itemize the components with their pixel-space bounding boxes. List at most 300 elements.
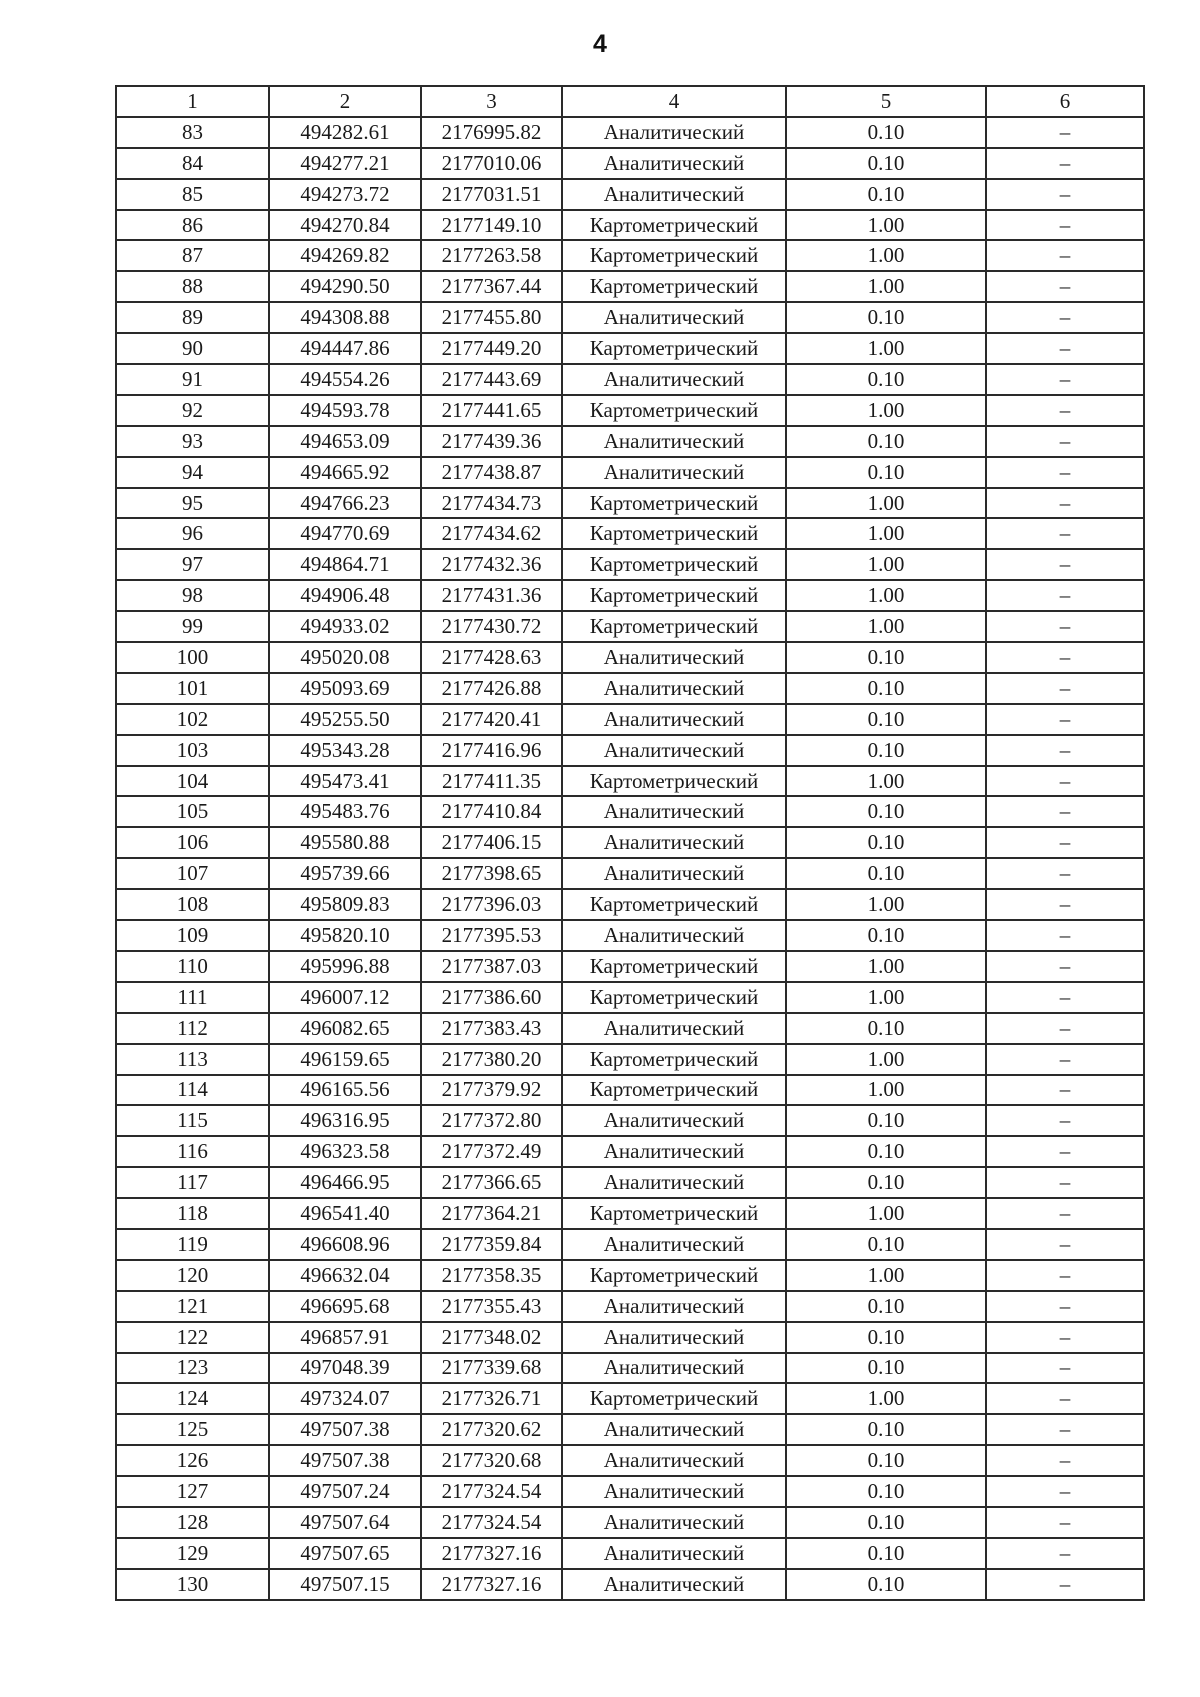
point-number-cell: 86 [116,210,269,241]
note-cell: – [986,1414,1144,1445]
point-number-cell: 88 [116,271,269,302]
accuracy-cell: 0.10 [786,1569,986,1600]
note-cell: – [986,1075,1144,1106]
accuracy-cell: 1.00 [786,488,986,519]
y-coordinate-cell: 2177432.36 [421,549,562,580]
point-number-cell: 99 [116,611,269,642]
note-cell: – [986,827,1144,858]
x-coordinate-cell: 496632.04 [269,1260,421,1291]
x-coordinate-cell: 496857.91 [269,1322,421,1353]
note-cell: – [986,704,1144,735]
table-row [116,858,1144,889]
note-cell: – [986,240,1144,271]
point-number-cell: 103 [116,735,269,766]
table-row [116,210,1144,241]
method-cell: Аналитический [562,735,786,766]
point-number-cell: 87 [116,240,269,271]
y-coordinate-cell: 2177443.69 [421,364,562,395]
y-coordinate-cell: 2177455.80 [421,302,562,333]
x-coordinate-cell: 497507.38 [269,1414,421,1445]
note-cell: – [986,1507,1144,1538]
point-number-cell: 125 [116,1414,269,1445]
table-row [116,642,1144,673]
note-cell: – [986,148,1144,179]
point-number-cell: 112 [116,1013,269,1044]
coordinates-table [115,85,1145,1601]
point-number-cell: 128 [116,1507,269,1538]
note-cell: – [986,1260,1144,1291]
point-number-cell: 96 [116,518,269,549]
accuracy-cell: 0.10 [786,1353,986,1384]
point-number-cell: 119 [116,1229,269,1260]
point-number-cell: 127 [116,1476,269,1507]
x-coordinate-cell: 494308.88 [269,302,421,333]
method-cell: Аналитический [562,1414,786,1445]
point-number-cell: 130 [116,1569,269,1600]
x-coordinate-cell: 496007.12 [269,982,421,1013]
table-row [116,1445,1144,1476]
accuracy-cell: 0.10 [786,1322,986,1353]
note-cell: – [986,889,1144,920]
table-row [116,457,1144,488]
accuracy-cell: 0.10 [786,302,986,333]
accuracy-cell: 0.10 [786,148,986,179]
point-number-cell: 126 [116,1445,269,1476]
method-cell: Картометрический [562,1198,786,1229]
method-cell: Аналитический [562,673,786,704]
y-coordinate-cell: 2177367.44 [421,271,562,302]
note-cell: – [986,271,1144,302]
method-cell: Аналитический [562,920,786,951]
x-coordinate-cell: 494554.26 [269,364,421,395]
note-cell: – [986,1569,1144,1600]
table-body [116,117,1144,1600]
table-row [116,488,1144,519]
table-row [116,982,1144,1013]
accuracy-cell: 0.10 [786,858,986,889]
note-cell: – [986,673,1144,704]
point-number-cell: 107 [116,858,269,889]
point-number-cell: 121 [116,1291,269,1322]
method-cell: Аналитический [562,302,786,333]
method-cell: Аналитический [562,1538,786,1569]
y-coordinate-cell: 2177386.60 [421,982,562,1013]
table-row [116,364,1144,395]
y-coordinate-cell: 2177327.16 [421,1569,562,1600]
method-cell: Картометрический [562,210,786,241]
x-coordinate-cell: 497507.64 [269,1507,421,1538]
note-cell: – [986,1383,1144,1414]
accuracy-cell: 0.10 [786,920,986,951]
accuracy-cell: 1.00 [786,395,986,426]
y-coordinate-cell: 2177430.72 [421,611,562,642]
table-row [116,704,1144,735]
y-coordinate-cell: 2177420.41 [421,704,562,735]
point-number-cell: 110 [116,951,269,982]
point-number-cell: 102 [116,704,269,735]
y-coordinate-cell: 2177380.20 [421,1044,562,1075]
method-cell: Картометрический [562,580,786,611]
column-header: 3 [421,86,562,117]
accuracy-cell: 0.10 [786,704,986,735]
table-row [116,1013,1144,1044]
x-coordinate-cell: 495255.50 [269,704,421,735]
method-cell: Картометрический [562,240,786,271]
y-coordinate-cell: 2177326.71 [421,1383,562,1414]
x-coordinate-cell: 496695.68 [269,1291,421,1322]
x-coordinate-cell: 496159.65 [269,1044,421,1075]
y-coordinate-cell: 2177339.68 [421,1353,562,1384]
y-coordinate-cell: 2177387.03 [421,951,562,982]
point-number-cell: 101 [116,673,269,704]
column-header: 1 [116,86,269,117]
table-row [116,1075,1144,1106]
note-cell: – [986,580,1144,611]
y-coordinate-cell: 2177439.36 [421,426,562,457]
x-coordinate-cell: 497507.65 [269,1538,421,1569]
y-coordinate-cell: 2177327.16 [421,1538,562,1569]
table-row [116,580,1144,611]
x-coordinate-cell: 497324.07 [269,1383,421,1414]
point-number-cell: 94 [116,457,269,488]
accuracy-cell: 0.10 [786,426,986,457]
method-cell: Аналитический [562,1136,786,1167]
method-cell: Картометрический [562,1044,786,1075]
y-coordinate-cell: 2177324.54 [421,1507,562,1538]
method-cell: Аналитический [562,179,786,210]
note-cell: – [986,1105,1144,1136]
y-coordinate-cell: 2177434.73 [421,488,562,519]
accuracy-cell: 1.00 [786,982,986,1013]
y-coordinate-cell: 2177410.84 [421,796,562,827]
note-cell: – [986,426,1144,457]
method-cell: Аналитический [562,117,786,148]
y-coordinate-cell: 2177355.43 [421,1291,562,1322]
note-cell: – [986,457,1144,488]
y-coordinate-cell: 2177010.06 [421,148,562,179]
note-cell: – [986,302,1144,333]
point-number-cell: 92 [116,395,269,426]
accuracy-cell: 1.00 [786,580,986,611]
accuracy-cell: 1.00 [786,951,986,982]
note-cell: – [986,1538,1144,1569]
note-cell: – [986,1136,1144,1167]
note-cell: – [986,1044,1144,1075]
accuracy-cell: 1.00 [786,240,986,271]
y-coordinate-cell: 2177416.96 [421,735,562,766]
accuracy-cell: 1.00 [786,1075,986,1106]
table-row [116,673,1144,704]
x-coordinate-cell: 496082.65 [269,1013,421,1044]
method-cell: Аналитический [562,1322,786,1353]
x-coordinate-cell: 495996.88 [269,951,421,982]
x-coordinate-cell: 495739.66 [269,858,421,889]
accuracy-cell: 0.10 [786,796,986,827]
method-cell: Аналитический [562,1167,786,1198]
note-cell: – [986,1167,1144,1198]
note-cell: – [986,549,1144,580]
note-cell: – [986,210,1144,241]
point-number-cell: 83 [116,117,269,148]
accuracy-cell: 0.10 [786,642,986,673]
accuracy-cell: 0.10 [786,1507,986,1538]
method-cell: Аналитический [562,426,786,457]
method-cell: Аналитический [562,1291,786,1322]
method-cell: Аналитический [562,1507,786,1538]
x-coordinate-cell: 495580.88 [269,827,421,858]
accuracy-cell: 0.10 [786,1291,986,1322]
point-number-cell: 91 [116,364,269,395]
point-number-cell: 115 [116,1105,269,1136]
table-row [116,426,1144,457]
note-cell: – [986,1198,1144,1229]
accuracy-cell: 0.10 [786,673,986,704]
table-row [116,117,1144,148]
note-cell: – [986,982,1144,1013]
x-coordinate-cell: 494933.02 [269,611,421,642]
method-cell: Картометрический [562,982,786,1013]
note-cell: – [986,333,1144,364]
accuracy-cell: 1.00 [786,1383,986,1414]
method-cell: Картометрический [562,333,786,364]
accuracy-cell: 1.00 [786,1044,986,1075]
table-row [116,1229,1144,1260]
note-cell: – [986,1445,1144,1476]
x-coordinate-cell: 496323.58 [269,1136,421,1167]
point-number-cell: 98 [116,580,269,611]
table-row [116,1198,1144,1229]
point-number-cell: 118 [116,1198,269,1229]
y-coordinate-cell: 2177324.54 [421,1476,562,1507]
method-cell: Аналитический [562,1105,786,1136]
method-cell: Аналитический [562,1445,786,1476]
x-coordinate-cell: 495483.76 [269,796,421,827]
x-coordinate-cell: 494273.72 [269,179,421,210]
note-cell: – [986,1476,1144,1507]
note-cell: – [986,364,1144,395]
point-number-cell: 100 [116,642,269,673]
table-row [116,920,1144,951]
method-cell: Аналитический [562,457,786,488]
accuracy-cell: 0.10 [786,1476,986,1507]
table-row [116,1383,1144,1414]
method-cell: Картометрический [562,611,786,642]
x-coordinate-cell: 494290.50 [269,271,421,302]
point-number-cell: 124 [116,1383,269,1414]
note-cell: – [986,858,1144,889]
y-coordinate-cell: 2176995.82 [421,117,562,148]
accuracy-cell: 1.00 [786,889,986,920]
table-row [116,1136,1144,1167]
note-cell: – [986,920,1144,951]
note-cell: – [986,1291,1144,1322]
method-cell: Картометрический [562,488,786,519]
accuracy-cell: 1.00 [786,766,986,797]
method-cell: Картометрический [562,889,786,920]
note-cell: – [986,518,1144,549]
table-row [116,827,1144,858]
note-cell: – [986,1322,1144,1353]
method-cell: Аналитический [562,148,786,179]
accuracy-cell: 0.10 [786,1414,986,1445]
column-header: 6 [986,86,1144,117]
point-number-cell: 93 [116,426,269,457]
x-coordinate-cell: 496541.40 [269,1198,421,1229]
x-coordinate-cell: 496165.56 [269,1075,421,1106]
y-coordinate-cell: 2177449.20 [421,333,562,364]
table-row [116,951,1144,982]
method-cell: Аналитический [562,858,786,889]
x-coordinate-cell: 496316.95 [269,1105,421,1136]
table-row [116,240,1144,271]
x-coordinate-cell: 497507.24 [269,1476,421,1507]
accuracy-cell: 0.10 [786,1136,986,1167]
x-coordinate-cell: 497048.39 [269,1353,421,1384]
x-coordinate-cell: 495809.83 [269,889,421,920]
y-coordinate-cell: 2177359.84 [421,1229,562,1260]
table-row [116,302,1144,333]
point-number-cell: 95 [116,488,269,519]
note-cell: – [986,1229,1144,1260]
y-coordinate-cell: 2177031.51 [421,179,562,210]
y-coordinate-cell: 2177149.10 [421,210,562,241]
note-cell: – [986,488,1144,519]
x-coordinate-cell: 495020.08 [269,642,421,673]
x-coordinate-cell: 494270.84 [269,210,421,241]
point-number-cell: 129 [116,1538,269,1569]
page-number: 4 [593,30,607,58]
y-coordinate-cell: 2177358.35 [421,1260,562,1291]
y-coordinate-cell: 2177372.49 [421,1136,562,1167]
accuracy-cell: 0.10 [786,457,986,488]
accuracy-cell: 1.00 [786,210,986,241]
method-cell: Аналитический [562,1353,786,1384]
x-coordinate-cell: 494665.92 [269,457,421,488]
table-row [116,333,1144,364]
method-cell: Аналитический [562,1569,786,1600]
accuracy-cell: 0.10 [786,364,986,395]
x-coordinate-cell: 494593.78 [269,395,421,426]
method-cell: Аналитический [562,1229,786,1260]
table-row [116,766,1144,797]
y-coordinate-cell: 2177438.87 [421,457,562,488]
accuracy-cell: 0.10 [786,1229,986,1260]
y-coordinate-cell: 2177434.62 [421,518,562,549]
point-number-cell: 111 [116,982,269,1013]
accuracy-cell: 0.10 [786,1013,986,1044]
accuracy-cell: 0.10 [786,735,986,766]
accuracy-cell: 0.10 [786,117,986,148]
y-coordinate-cell: 2177320.62 [421,1414,562,1445]
y-coordinate-cell: 2177406.15 [421,827,562,858]
accuracy-cell: 0.10 [786,1538,986,1569]
y-coordinate-cell: 2177396.03 [421,889,562,920]
method-cell: Аналитический [562,1476,786,1507]
y-coordinate-cell: 2177411.35 [421,766,562,797]
x-coordinate-cell: 494770.69 [269,518,421,549]
table-row [116,1538,1144,1569]
note-cell: – [986,766,1144,797]
accuracy-cell: 1.00 [786,518,986,549]
method-cell: Картометрический [562,518,786,549]
point-number-cell: 109 [116,920,269,951]
x-coordinate-cell: 495820.10 [269,920,421,951]
table-row [116,395,1144,426]
accuracy-cell: 1.00 [786,611,986,642]
note-cell: – [986,735,1144,766]
table-row [116,1476,1144,1507]
y-coordinate-cell: 2177428.63 [421,642,562,673]
x-coordinate-cell: 496608.96 [269,1229,421,1260]
note-cell: – [986,395,1144,426]
table-row [116,1044,1144,1075]
x-coordinate-cell: 494277.21 [269,148,421,179]
x-coordinate-cell: 495473.41 [269,766,421,797]
method-cell: Аналитический [562,796,786,827]
note-cell: – [986,796,1144,827]
method-cell: Аналитический [562,1013,786,1044]
table-row [116,889,1144,920]
table-row [116,1414,1144,1445]
column-header: 4 [562,86,786,117]
method-cell: Аналитический [562,364,786,395]
accuracy-cell: 1.00 [786,1198,986,1229]
note-cell: – [986,611,1144,642]
x-coordinate-cell: 494447.86 [269,333,421,364]
point-number-cell: 90 [116,333,269,364]
table-row [116,271,1144,302]
method-cell: Картометрический [562,1075,786,1106]
x-coordinate-cell: 497507.15 [269,1569,421,1600]
point-number-cell: 114 [116,1075,269,1106]
point-number-cell: 97 [116,549,269,580]
point-number-cell: 89 [116,302,269,333]
accuracy-cell: 1.00 [786,271,986,302]
y-coordinate-cell: 2177263.58 [421,240,562,271]
x-coordinate-cell: 495093.69 [269,673,421,704]
table-row [116,611,1144,642]
method-cell: Картометрический [562,766,786,797]
accuracy-cell: 0.10 [786,179,986,210]
y-coordinate-cell: 2177426.88 [421,673,562,704]
method-cell: Аналитический [562,704,786,735]
table-row [116,518,1144,549]
method-cell: Картометрический [562,1383,786,1414]
note-cell: – [986,1013,1144,1044]
accuracy-cell: 1.00 [786,549,986,580]
y-coordinate-cell: 2177441.65 [421,395,562,426]
table-row [116,1353,1144,1384]
table-row [116,1105,1144,1136]
method-cell: Картометрический [562,395,786,426]
note-cell: – [986,642,1144,673]
accuracy-cell: 1.00 [786,1260,986,1291]
note-cell: – [986,179,1144,210]
x-coordinate-cell: 494282.61 [269,117,421,148]
method-cell: Картометрический [562,549,786,580]
table-row [116,1507,1144,1538]
table-header-row [116,86,1144,117]
y-coordinate-cell: 2177431.36 [421,580,562,611]
y-coordinate-cell: 2177379.92 [421,1075,562,1106]
x-coordinate-cell: 494269.82 [269,240,421,271]
point-number-cell: 104 [116,766,269,797]
point-number-cell: 84 [116,148,269,179]
method-cell: Картометрический [562,951,786,982]
accuracy-cell: 0.10 [786,1445,986,1476]
table-row [116,1291,1144,1322]
method-cell: Аналитический [562,642,786,673]
